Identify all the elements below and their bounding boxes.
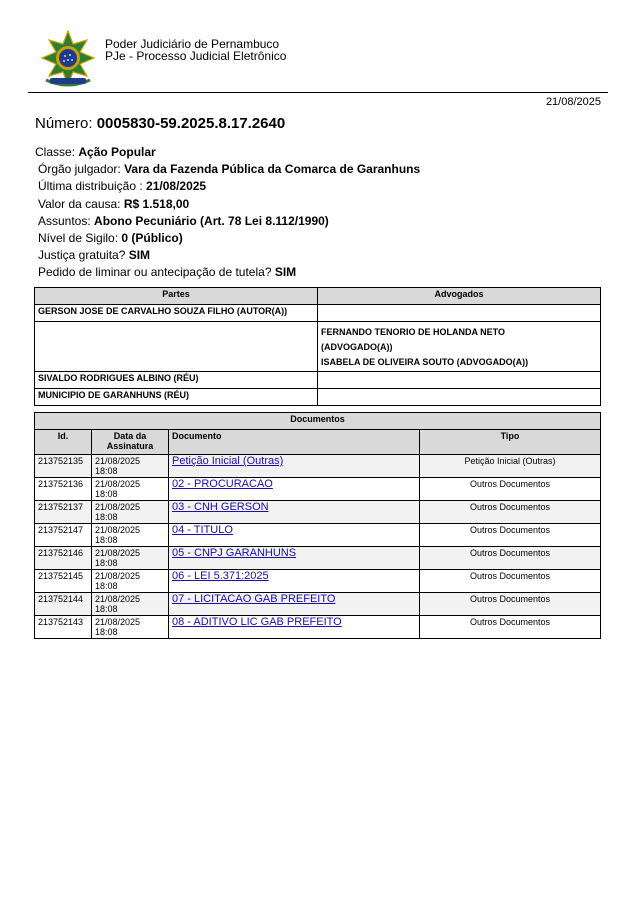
table-row	[35, 593, 601, 616]
partes-table	[34, 287, 601, 406]
doc-tipo: Petição Inicial (Outras)	[420, 455, 601, 478]
doc-link[interactable]: Petição Inicial (Outras)	[172, 455, 284, 467]
table-row	[35, 478, 601, 501]
info-justica: Justiça gratuita? SIM	[38, 248, 151, 263]
doc-link[interactable]: 06 - LEI 5.371:2025	[172, 570, 269, 582]
advogado-empty	[318, 372, 601, 389]
court-name: Poder Judiciário de Pernambuco	[105, 37, 280, 51]
parte-empty	[35, 322, 318, 372]
advogados-header: Advogados	[318, 288, 601, 305]
doc-id: 213752143	[35, 616, 92, 639]
col-data-header: Data da Assinatura	[92, 430, 169, 455]
info-distribuicao: Última distribuição : 21/08/2025	[38, 179, 207, 194]
documentos-table	[34, 412, 601, 639]
table-row	[35, 616, 601, 639]
doc-id: 213752147	[35, 524, 92, 547]
info-liminar: Pedido de liminar ou antecipação de tutela? SIM	[38, 265, 297, 280]
doc-id: 213752137	[35, 501, 92, 524]
parte-autor: GERSON JOSE DE CARVALHO SOUZA FILHO (AUTOR(A))	[35, 305, 318, 322]
doc-date: 21/08/2025 18:08	[92, 570, 169, 593]
document-date: 21/08/2025	[545, 96, 601, 108]
col-documento-header: Documento	[169, 430, 420, 455]
info-orgao: Órgão julgador: Vara da Fazenda Pública da Comarca de Garanhuns	[38, 162, 421, 177]
advogado-empty	[318, 389, 601, 406]
doc-name	[169, 478, 420, 501]
doc-date: 21/08/2025 18:08	[92, 455, 169, 478]
advogado-2: ISABELA DE OLIVEIRA SOUTO (ADVOGADO(A))	[321, 357, 529, 367]
process-number-value: 0005830-59.2025.8.17.2640	[96, 115, 286, 132]
parte-reu-2: MUNICIPIO DE GARANHUNS (RÉU)	[35, 389, 318, 406]
advogado-1-role: (ADVOGADO(A))	[321, 342, 393, 352]
process-number	[35, 115, 285, 132]
table-row	[35, 547, 601, 570]
doc-id: 213752136	[35, 478, 92, 501]
info-classe: Classe: Ação Popular	[35, 145, 156, 159]
parte-reu-1: SIVALDO RODRIGUES ALBINO (RÉU)	[35, 372, 318, 389]
doc-id: 213752146	[35, 547, 92, 570]
doc-name	[169, 593, 420, 616]
coat-of-arms-emblem	[40, 30, 96, 88]
system-name: PJe - Processo Judicial Eletrônico	[105, 49, 287, 63]
doc-name	[169, 501, 420, 524]
doc-link[interactable]: 08 - ADITIVO LIC GAB PREFEITO	[172, 616, 342, 628]
doc-name	[169, 524, 420, 547]
doc-tipo: Outros Documentos	[420, 616, 601, 639]
doc-date: 21/08/2025 18:08	[92, 478, 169, 501]
doc-id: 213752144	[35, 593, 92, 616]
doc-name	[169, 547, 420, 570]
doc-tipo: Outros Documentos	[420, 478, 601, 501]
doc-date: 21/08/2025 18:08	[92, 547, 169, 570]
doc-tipo: Outros Documentos	[420, 524, 601, 547]
header-text	[105, 38, 286, 62]
table-row	[35, 455, 601, 478]
doc-link[interactable]: 02 - PROCURACAO	[172, 478, 273, 490]
table-row	[35, 524, 601, 547]
doc-tipo: Outros Documentos	[420, 501, 601, 524]
col-id-header: Id.	[35, 430, 92, 455]
col-tipo-header: Tipo	[420, 430, 601, 455]
table-row	[35, 501, 601, 524]
info-sigilo: Nível de Sigilo: 0 (Público)	[38, 231, 183, 246]
doc-tipo: Outros Documentos	[420, 593, 601, 616]
doc-name	[169, 570, 420, 593]
doc-tipo: Outros Documentos	[420, 570, 601, 593]
process-number-label: Número:	[35, 115, 93, 132]
header-divider	[28, 92, 608, 93]
doc-date: 21/08/2025 18:08	[92, 501, 169, 524]
doc-date: 21/08/2025 18:08	[92, 524, 169, 547]
info-valor: Valor da causa: R$ 1.518,00	[38, 196, 190, 211]
doc-link[interactable]: 04 - TITULO	[172, 524, 233, 536]
documentos-title: Documentos	[35, 413, 601, 430]
doc-name	[169, 616, 420, 639]
doc-link[interactable]: 03 - CNH GERSON	[172, 501, 269, 513]
case-info	[35, 144, 420, 282]
partes-header: Partes	[35, 288, 318, 305]
doc-tipo: Outros Documentos	[420, 547, 601, 570]
doc-name	[169, 455, 420, 478]
advogado-1-name: FERNANDO TENORIO DE HOLANDA NETO	[321, 327, 506, 337]
doc-link[interactable]: 07 - LICITACAO GAB PREFEITO	[172, 593, 336, 605]
doc-link[interactable]: 05 - CNPJ GARANHUNS	[172, 547, 297, 559]
doc-date: 21/08/2025 18:08	[92, 593, 169, 616]
table-row	[35, 570, 601, 593]
doc-id: 213752135	[35, 455, 92, 478]
doc-id: 213752145	[35, 570, 92, 593]
info-assuntos: Assuntos: Abono Pecuniário (Art. 78 Lei 8.112/1990)	[38, 213, 329, 228]
document-header	[40, 30, 608, 92]
doc-date: 21/08/2025 18:08	[92, 616, 169, 639]
advogados-list	[318, 322, 601, 372]
advogado-empty	[318, 305, 601, 322]
